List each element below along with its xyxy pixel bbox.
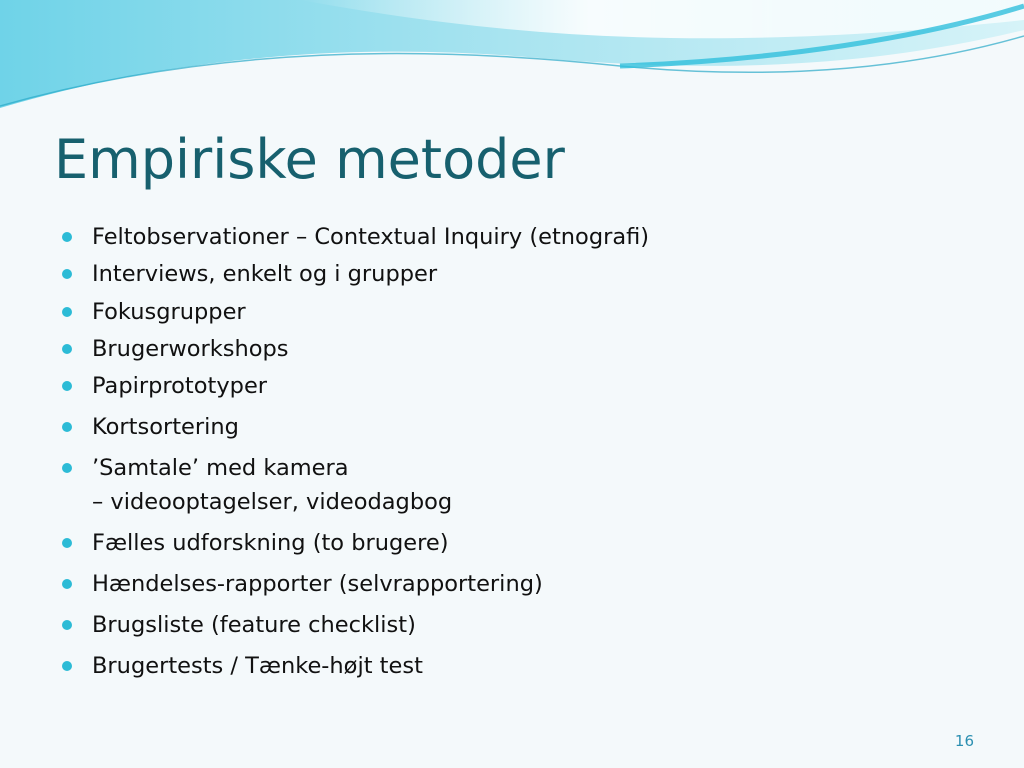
bullet-text: Kortsortering [92, 414, 239, 440]
list-item [62, 220, 649, 254]
bullet-dot-icon [62, 422, 72, 432]
bullet-text: Brugerworkshops [92, 336, 289, 362]
bullet-dot-icon [62, 269, 72, 279]
bullet-text: Papirprototyper [92, 373, 268, 399]
bullet-text: Interviews, enkelt og i grupper [92, 261, 438, 287]
list-item [62, 295, 246, 329]
list-item [62, 567, 543, 601]
bullet-dot-icon [62, 661, 72, 671]
bullet-text: Fokusgrupper [92, 299, 246, 325]
bullet-text: Feltobservationer – Contextual Inquiry (etnografi) [92, 224, 650, 250]
bullet-text: Hændelses-rapporter (selvrapportering) [92, 571, 543, 597]
bullet-text: ’Samtale’ med kamera [92, 455, 349, 481]
list-item [62, 257, 437, 291]
page-number: 16 [954, 732, 974, 750]
bullet-dot-icon [62, 538, 72, 548]
list-item [62, 332, 289, 366]
list-item [62, 369, 267, 403]
bullet-dot-icon [62, 463, 72, 473]
bullet-text: Brugertests / Tænke-højt test [92, 653, 423, 679]
bullet-dot-icon [62, 344, 72, 354]
list-item [62, 410, 239, 444]
bullet-text: Fælles udforskning (to brugere) [92, 530, 449, 556]
list-item [62, 526, 449, 560]
list-item [62, 608, 416, 642]
list-item [62, 451, 452, 519]
bullet-dot-icon [62, 232, 72, 242]
list-item [62, 649, 423, 683]
bullet-subtext: – videooptagelser, videodagbog [92, 489, 453, 515]
header-wave-decoration [0, 0, 1024, 120]
bullet-dot-icon [62, 579, 72, 589]
slide-title: Empiriske metoder [54, 128, 565, 191]
bullet-dot-icon [62, 620, 72, 630]
bullet-dot-icon [62, 381, 72, 391]
bullet-dot-icon [62, 307, 72, 317]
bullet-text: Brugsliste (feature checklist) [92, 612, 416, 638]
